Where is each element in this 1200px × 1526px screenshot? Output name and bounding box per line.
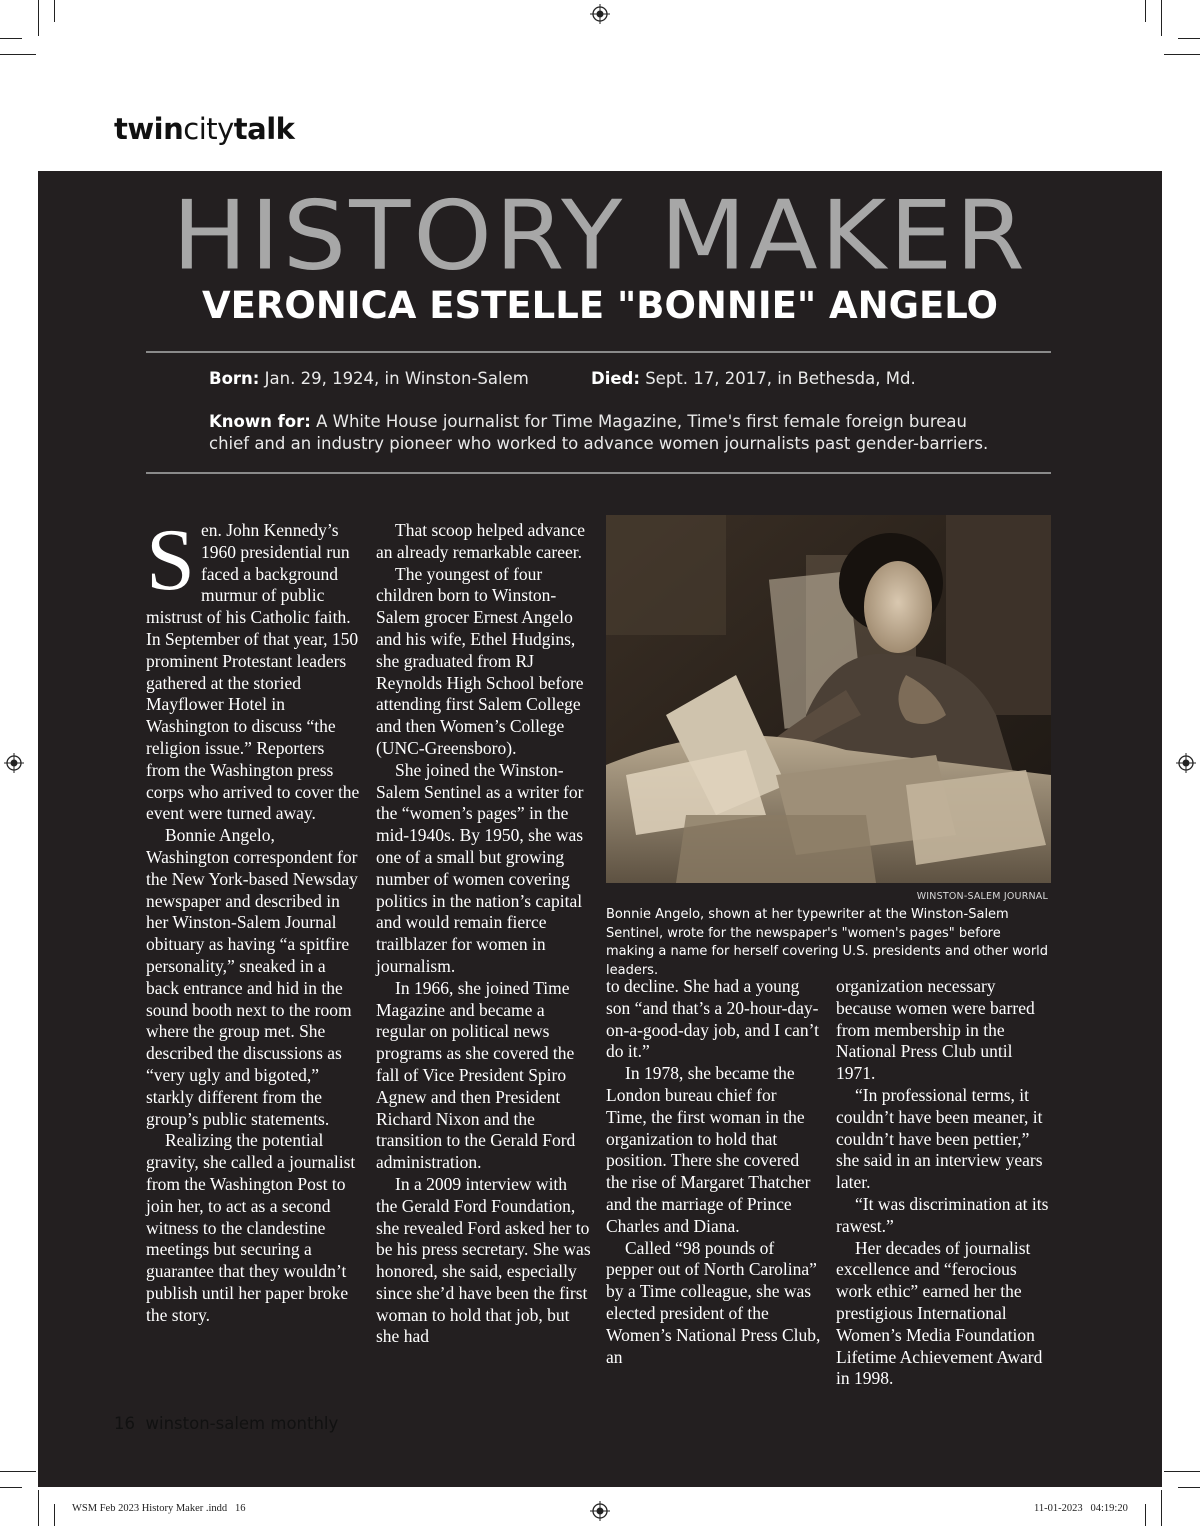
subhead: VERONICA ESTELLE "BONNIE" ANGELO — [201, 284, 999, 327]
article-paragraph: That scoop helped advance an already remarkable career. — [376, 520, 585, 562]
crop-mark — [0, 38, 22, 39]
registration-mark-icon — [4, 753, 24, 773]
article-column-3 — [606, 976, 821, 1368]
died-label: Died: — [591, 369, 640, 388]
photo-bonnie-angelo-at-typewriter — [606, 515, 1051, 883]
publication-name: winston-salem monthly — [145, 1414, 339, 1433]
article-paragraph: In 1966, she joined Time Magazine and became a regular on political news programs as she covered the fall of Vice President Spiro Agnew and then President Richard Nixon and the transition to the Gerald Ford administration. — [376, 977, 576, 1173]
photo-credit: WINSTON-SALEM JOURNAL — [916, 891, 1048, 902]
registration-mark-icon — [590, 4, 610, 24]
crop-mark — [1161, 1490, 1162, 1526]
article-paragraph: Realizing the potential gravity, she called a journalist from the Washington Post to join her, to act as a second witness to the clandestine meetings but securing a guarantee that they wouldn’t publish until her paper broke the story. — [146, 1130, 356, 1325]
article-paragraph: to decline. She had a young son “and that’s a 20-hour-day-on-a-good-day job, and I can’t do it.” — [606, 976, 820, 1062]
crop-mark — [1145, 0, 1146, 22]
known-value: A White House journalist for Time Magazine, Time's first female foreign bureau chief and an industry pioneer who worked to advance women journalists past gender-barriers. — [209, 412, 989, 453]
born-fact — [209, 368, 529, 390]
section-label — [114, 112, 294, 146]
section-label-part: twin — [114, 112, 184, 146]
article-column-4 — [836, 976, 1051, 1390]
crop-mark — [1178, 38, 1200, 39]
article-paragraph: In 1978, she became the London bureau chief for Time, the first woman in the organization to hold that position. There she covered the rise of Margaret Thatcher and the marriage of Prince Charles and Diana. — [606, 1063, 811, 1236]
section-label-part: city — [183, 112, 234, 146]
born-label: Born: — [209, 369, 260, 388]
article-paragraph: en. John Kennedy’s 1960 presidential run faced a background murmur of public mistrust of his Catholic faith. In September of that year, 150 prominent Protestant leaders gathered at the storied Mayflower Hotel in Washington to discuss “the religion issue.” Reporters from the Washington press corps who arrived to cover the event were turned away. — [146, 520, 360, 824]
article-paragraph: Bonnie Angelo, Washington correspondent for the New York-based Newsday newspaper and described in her Winston-Salem Journal obituary as having “a spitfire personality,” sneaked in a back entrance and hid in the sound booth next to the room where the group met. She described the discussions as “very ugly and bigoted,” starkly different from the group’s public statements. — [146, 825, 358, 1129]
crop-mark — [0, 54, 36, 55]
crop-mark — [1145, 1504, 1146, 1526]
article-paragraph: She joined the Winston-Salem Sentinel as a writer for the “women’s pages” in the mid-1940s. By 1950, she was one of a small but growing number of women covering politics in the nation’s capital and would remain fierce trailblazer for women in journalism. — [376, 759, 584, 976]
article-paragraph: The youngest of four children born to Winston-Salem grocer Ernest Angelo and his wife, Ethel Hudgins, she graduated from RJ Reynolds High School before attending first Salem College and then Women’s College (UNC-Greensboro). — [376, 563, 584, 758]
folio — [114, 1414, 338, 1433]
crop-mark — [54, 0, 55, 22]
article-paragraph: In a 2009 interview with the Gerald Ford Foundation, she revealed Ford asked her to be his press secretary. She was honored, she said, especially since she’d have been the first woman to hold that job, but she had — [376, 1173, 591, 1347]
article-paragraph: Her decades of journalist excellence and “ferocious work ethic” earned her the prestigious International Women’s Media Foundation Lifetime Achievement Award in 1998. — [836, 1237, 1043, 1389]
page-number: 16 — [114, 1414, 135, 1433]
archival-photo — [606, 515, 1051, 883]
registration-mark-icon — [1176, 753, 1196, 773]
crop-mark — [1178, 1487, 1200, 1488]
crop-mark — [38, 0, 39, 36]
article-paragraph: Called “98 pounds of pepper out of North Carolina” by a Time colleague, she was elected president of the Women’s National Press Club, an — [606, 1237, 821, 1367]
article-paragraph: “It was discrimination at its rawest.” — [836, 1193, 1049, 1236]
crop-mark — [1164, 54, 1200, 55]
drop-cap: S — [146, 512, 195, 609]
died-value: Sept. 17, 2017, in Bethesda, Md. — [645, 369, 916, 388]
headline: HISTORY MAKER — [172, 179, 1028, 292]
divider — [146, 472, 1051, 474]
slug-filename: WSM Feb 2023 History Maker .indd 16 — [72, 1503, 246, 1514]
section-label-part: talk — [233, 112, 295, 146]
crop-mark — [54, 1504, 55, 1526]
article-paragraph: “In professional terms, it couldn’t have been meaner, it couldn’t have been pettier,” she said in an interview years later. — [836, 1084, 1043, 1193]
crop-mark — [1164, 1471, 1200, 1472]
born-value: Jan. 29, 1924, in Winston-Salem — [264, 369, 529, 388]
article-column-1 — [146, 512, 362, 1326]
photo-caption: Bonnie Angelo, shown at her typewriter at the Winston-Salem Sentinel, wrote for the newspaper's "women's pages" before making a name for herself covering U.S. presidents and other world leaders. — [606, 907, 1049, 978]
divider — [146, 351, 1051, 353]
article-column-2 — [376, 520, 591, 1348]
died-fact — [591, 368, 916, 390]
known-label: Known for: — [209, 412, 311, 431]
crop-mark — [38, 1490, 39, 1526]
known-for-fact — [209, 411, 1009, 455]
crop-mark — [1161, 0, 1162, 36]
article-paragraph: organization necessary because women were barred from membership in the National Press Club until 1971. — [836, 976, 1035, 1084]
crop-mark — [0, 1487, 22, 1488]
crop-mark — [0, 1471, 36, 1472]
slug-timestamp: 11-01-2023 04:19:20 — [1034, 1503, 1128, 1514]
registration-mark-icon — [590, 1501, 610, 1521]
